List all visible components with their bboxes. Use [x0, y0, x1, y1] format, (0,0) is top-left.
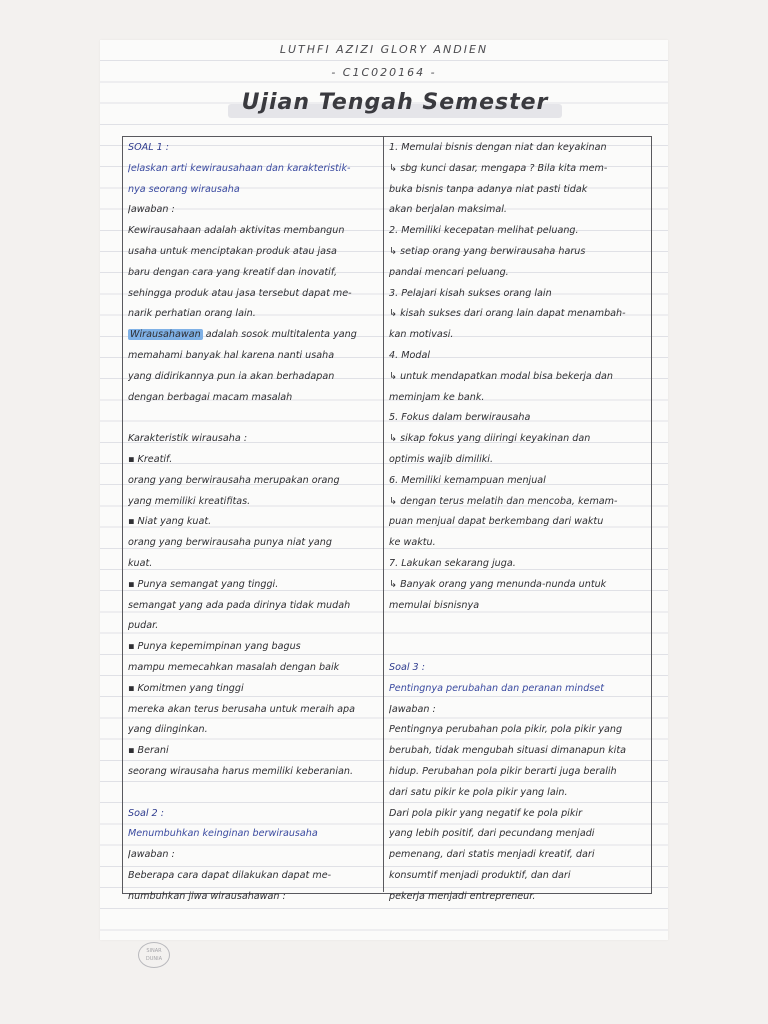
right-column-line: 5. Fokus dalam berwirausaha [389, 412, 531, 424]
right-column-line: Jawaban : [389, 703, 436, 715]
right-column-line: 2. Memiliki kecepatan melihat peluang. [389, 225, 579, 237]
right-column-line: 4. Modal [389, 349, 430, 361]
student-id: - C1C020164 - [331, 66, 437, 79]
right-column-line: memulai bisnisnya [389, 599, 480, 611]
left-column-line: Jawaban : [128, 849, 175, 861]
left-column-line: semangat yang ada pada dirinya tidak mudah [128, 599, 351, 611]
right-column-line: akan berjalan maksimal. [389, 204, 507, 216]
left-column-line: seorang wirausaha harus memiliki keberanian. [128, 765, 354, 777]
right-column-line [389, 637, 647, 658]
right-column-line: Pentingnya perubahan dan peranan mindset [389, 682, 604, 694]
right-column-line: Dari pola pikir yang negatif ke pola pikir [389, 807, 583, 819]
page-title: Ujian Tengah Semester [241, 90, 549, 115]
right-column-line: buka bisnis tanpa adanya niat pasti tidak [389, 183, 588, 195]
right-column-line: meminjam ke bank. [389, 391, 485, 403]
right-column-line: pandai mencari peluang. [389, 266, 509, 278]
left-column-line: Beberapa cara dapat dilakukan dapat me- [128, 869, 332, 881]
left-column-line: Soal 2 : [128, 807, 164, 819]
right-column-line: ↳ kisah sukses dari orang lain dapat menambah- [389, 308, 626, 320]
left-column-line [128, 325, 380, 346]
left-column-line: Jawaban : [128, 204, 175, 216]
right-column-line: yang lebih positif, dari pecundang menjadi [389, 828, 595, 840]
right-column-line: ↳ Banyak orang yang menunda-nunda untuk [389, 578, 607, 590]
left-column-line: baru dengan cara yang kreatif dan inovatif, [128, 266, 338, 278]
right-column-line: 3. Pelajari kisah sukses orang lain [389, 287, 552, 299]
left-column-line: SOAL 1 : [128, 142, 169, 153]
left-column-line: narik perhatian orang lain. [128, 308, 256, 320]
left-column-line: orang yang berwirausaha punya niat yang [128, 537, 332, 549]
right-column-line: Pentingnya perubahan pola pikir, pola pikir yang [389, 724, 623, 736]
left-column-line: Jelaskan arti kewirausahaan dan karakteristik- [128, 162, 351, 174]
left-column-line [128, 408, 380, 429]
left-column-line: kuat. [128, 557, 153, 569]
left-column-line: ▪ Punya semangat yang tinggi. [128, 578, 279, 590]
right-column-line: ↳ setiap orang yang berwirausaha harus [389, 245, 586, 257]
right-column-line: puan menjual dapat berkembang dari waktu [389, 516, 604, 528]
left-column-line: mampu memecahkan masalah dengan baik [128, 661, 340, 673]
right-column-line: 6. Memiliki kemampuan menjual [389, 474, 546, 486]
left-column-line: ▪ Berani [128, 745, 169, 757]
paper-brand-logo: SINAR DUNIA [138, 942, 170, 968]
column-divider [383, 136, 384, 892]
line-text: adalah sosok multitalenta yang [202, 329, 357, 341]
left-column-line: nya seorang wirausaha [128, 183, 240, 195]
right-column-line: hidup. Perubahan pola pikir berarti juga beralih [389, 765, 617, 777]
right-column-line: pekerja menjadi entrepreneur. [389, 890, 536, 902]
right-column-line: Soal 3 : [389, 661, 425, 673]
left-column-line: Karakteristik wirausaha : [128, 433, 248, 445]
right-column [389, 138, 647, 907]
left-column [128, 138, 380, 907]
left-column-line: ▪ Kreatif. [128, 453, 173, 465]
right-column-line: optimis wajib dimiliki. [389, 453, 494, 465]
left-column-line: dengan berbagai macam masalah [128, 391, 293, 403]
right-column-line: ↳ untuk mendapatkan modal bisa bekerja dan [389, 370, 613, 382]
right-column-line: ke waktu. [389, 537, 436, 549]
right-column-line: konsumtif menjadi produktif, dan dari [389, 869, 571, 881]
right-column-line: pemenang, dari statis menjadi kreatif, dari [389, 849, 595, 861]
left-column-line: usaha untuk menciptakan produk atau jasa [128, 245, 337, 257]
right-column-line: kan motivasi. [389, 329, 454, 341]
left-column-line: yang memiliki kreatifitas. [128, 495, 251, 507]
right-column-line: dari satu pikir ke pola pikir yang lain. [389, 786, 568, 798]
student-name: LUTHFI AZIZI GLORY ANDIEN [279, 43, 489, 56]
left-column-line: Menumbuhkan keinginan berwirausaha [128, 828, 318, 840]
right-column-line [389, 616, 647, 637]
left-column-line: pudar. [128, 620, 159, 632]
left-column-line: yang didirikannya pun ia akan berhadapan [128, 370, 335, 382]
right-column-line: ↳ sbg kunci dasar, mengapa ? Bila kita mem- [389, 162, 608, 174]
left-column-line: mereka akan terus berusaha untuk meraih apa [128, 703, 355, 715]
left-column-line: numbuhkan jiwa wirausahawan : [128, 890, 286, 902]
left-column-line: memahami banyak hal karena nanti usaha [128, 349, 335, 361]
left-column-line: ▪ Niat yang kuat. [128, 516, 212, 528]
left-column-line: ▪ Punya kepemimpinan yang bagus [128, 641, 301, 653]
highlighted-term: Wirausahawan [130, 329, 201, 341]
right-column-line: ↳ dengan terus melatih dan mencoba, kemam- [389, 495, 618, 507]
left-column-line: orang yang berwirausaha merupakan orang [128, 474, 340, 486]
right-column-line: berubah, tidak mengubah situasi dimanapun kita [389, 745, 626, 757]
left-column-line: yang diinginkan. [128, 724, 208, 736]
left-column-line: Kewirausahaan adalah aktivitas membangun [128, 225, 345, 237]
left-column-line [128, 783, 380, 804]
right-column-line: 1. Memulai bisnis dengan niat dan keyakinan [389, 142, 607, 153]
left-column-line: ▪ Komitmen yang tinggi [128, 682, 244, 694]
right-column-line: 7. Lakukan sekarang juga. [389, 557, 516, 569]
left-column-line: sehingga produk atau jasa tersebut dapat me- [128, 287, 352, 299]
right-column-line: ↳ sikap fokus yang diiringi keyakinan dan [389, 433, 591, 445]
